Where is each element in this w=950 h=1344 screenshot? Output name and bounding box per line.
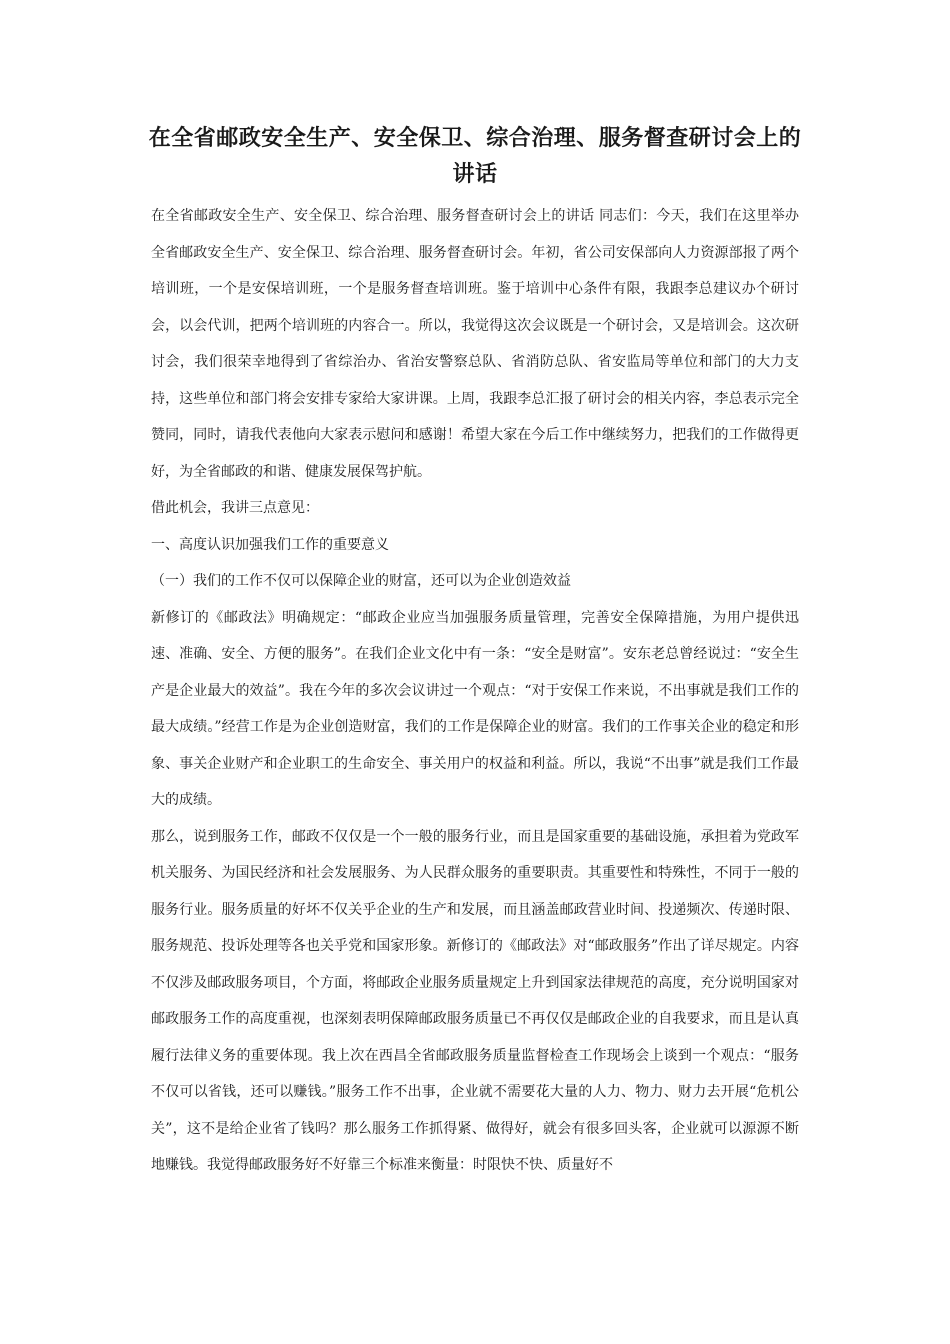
- subsection-heading-1: （一）我们的工作不仅可以保障企业的财富，还可以为企业创造效益: [151, 573, 571, 589]
- paragraph-three-points: 借此机会，我讲三点意见：: [151, 500, 319, 516]
- paragraph-service-work: 那么，说到服务工作，邮政不仅仅是一个一般的服务行业，而且是国家重要的基础设施，承担着为党政军机关服务、为国民经济和社会发展服务、为人民群众服务的重要职责。其重要性和特殊性，不同于一般的服务行业。服务质量的好坏不仅关乎企业的生产和发展，而且涵盖邮政营业时间、投递频次、传递时限、服务规范、投诉处理等各也关乎党和国家形象。新修订的《邮政法》对“邮政服务”作出了详尽规定。内容不仅涉及邮政服务项目，个方面，将邮政企业服务质量规定上升到国家法律规范的高度，充分说明国家对邮政服务工作的高度重视，也深刻表明保障邮政服务质量已不再仅仅是邮政企业的自我要求，而且是认真履行法律义务的重要体现。我上次在西昌全省邮政服务质量监督检查工作现场会上谈到一个观点：“服务不仅可以省钱，还可以赚钱。”服务工作不出事，企业就不需要花大量的人力、物力、财力去开展“危机公关”，这不是给企业省了钱吗？那么服务工作抓得紧、做得好，就会有很多回头客，企业就可以源源不断地赚钱。我觉得邮政服务好不好靠三个标准来衡量：时限快不快、质量好不: [151, 828, 799, 1173]
- section-heading-1: 一、高度认识加强我们工作的重要意义: [151, 536, 389, 553]
- paragraph-intro: 在全省邮政安全生产、安全保卫、综合治理、服务督查研讨会上的讲话 同志们：今天，我们在这里举办全省邮政安全生产、安全保卫、综合治理、服务督查研讨会。年初，省公司安保部向人力资源部报了两个培训班，一个是安保培训班，一个是服务督查培训班。鉴于培训中心条件有限，我跟李总建议办个研讨会，以会代训，把两个培训班的内容合一。所以，我觉得这次会议既是一个研讨会，又是培训会。这次研讨会，我们很荣幸地得到了省综治办、省治安警察总队、省消防总队、省安监局等单位和部门的大力支持，这些单位和部门将会安排专家给大家讲课。上周，我跟李总汇报了研讨会的相关内容，李总表示完全赞同，同时，请我代表他向大家表示慰问和感谢！希望大家在今后工作中继续努力，把我们的工作做得更好，为全省邮政的和谐、健康发展保驾护航。: [151, 208, 799, 480]
- document-title: 在全省邮政安全生产、安全保卫、综合治理、服务督查研讨会上的讲话: [148, 126, 802, 187]
- document-body: [151, 198, 799, 1184]
- paragraph-postal-law: 新修订的《邮政法》明确规定：“邮政企业应当加强服务质量管理，完善安全保障措施，为用户提供迅速、准确、安全、方便的服务”。在我们企业文化中有一条：“安全是财富”。安东老总曾经说过：“安全生产是企业最大的效益”。我在今年的多次会议讲过一个观点：“对于安保工作来说，不出事就是我们工作的最大成绩。”经营工作是为企业创造财富，我们的工作是保障企业的财富。我们的工作事关企业的稳定和形象、事关企业财产和企业职工的生命安全、事关用户的权益和利益。所以，我说“不出事”就是我们工作最大的成绩。: [151, 609, 799, 808]
